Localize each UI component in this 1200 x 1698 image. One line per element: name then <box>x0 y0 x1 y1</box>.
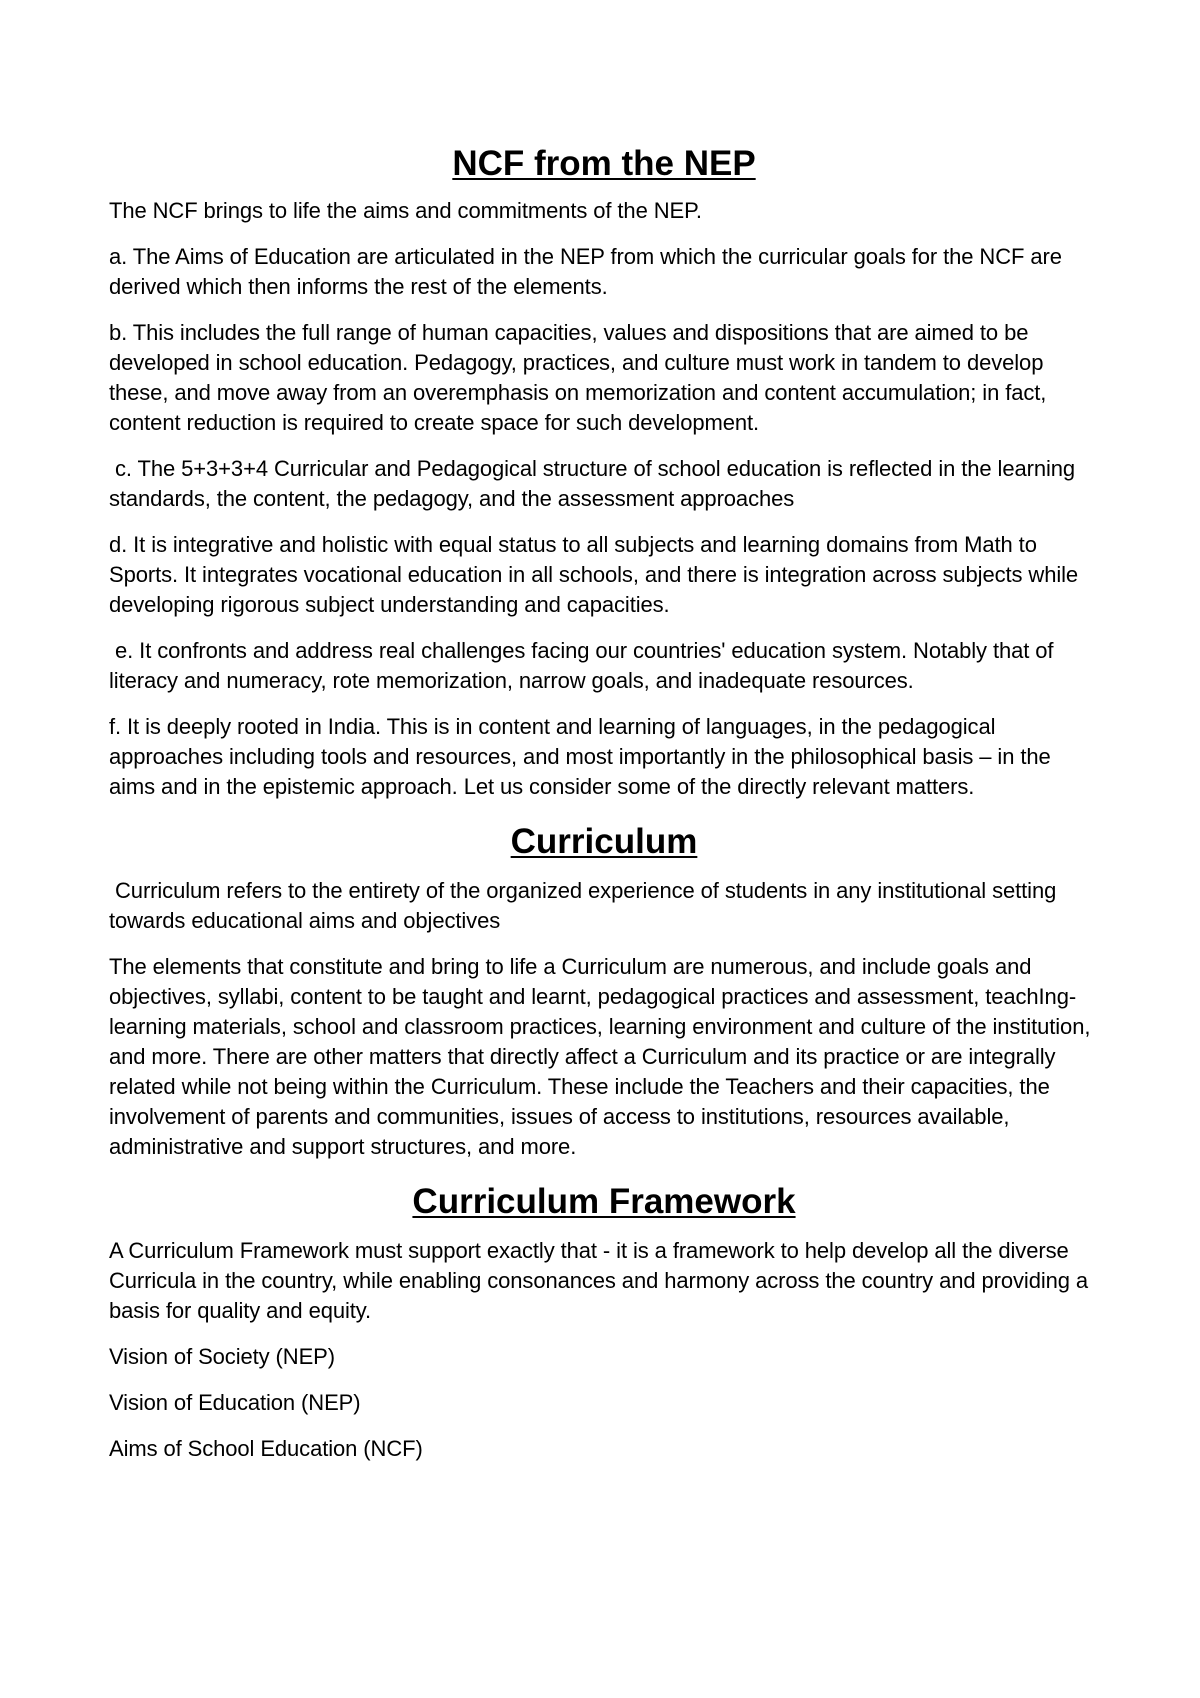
paragraph-curriculum-definition: Curriculum refers to the entirety of the organized experience of students in any institutional setting towards educational aims and objectives <box>109 878 1063 933</box>
heading-ncf-from-nep: NCF from the NEP <box>452 144 756 183</box>
line-aims-of-school-education: Aims of School Education (NCF) <box>109 1436 423 1461</box>
paragraph-intro: The NCF brings to life the aims and commitments of the NEP. <box>109 198 702 223</box>
paragraph-point-a: a. The Aims of Education are articulated in the NEP from which the curricular goals for the NCF are derived which then informs the rest of the elements. <box>109 244 1062 299</box>
line-vision-of-education: Vision of Education (NEP) <box>109 1390 361 1415</box>
heading-curriculum: Curriculum <box>510 822 698 861</box>
document-page <box>109 140 1099 1480</box>
paragraph-curriculum-elements: The elements that constitute and bring to life a Curriculum are numerous, and include goals and objectives, syllabi, content to be taught and learnt, pedagogical practices and assessment, teachIng-learning materials, school and classroom practices, learning environment and culture of the institution, and more. There are other matters that directly affect a Curriculum and its practice or are integrally related while not being within the Curriculum. These include the Teachers and their capacities, the involvement of parents and communities, issues of access to institutions, resources available, administrative and support structures, and more. <box>109 954 1091 1159</box>
paragraph-point-c: c. The 5+3+3+4 Curricular and Pedagogical structure of school education is reflected in the learning standards, the content, the pedagogy, and the assessment approaches <box>109 456 1082 511</box>
paragraph-point-e: e. It confronts and address real challenges facing our countries' education system. Notably that of literacy and numeracy, rote memorization, narrow goals, and inadequate resources. <box>109 638 1060 693</box>
paragraph-framework-definition: A Curriculum Framework must support exactly that - it is a framework to help develop all the diverse Curricula in the country, while enabling consonances and harmony across the country and providing a basis for quality and equity. <box>109 1238 1089 1323</box>
paragraph-point-f: f. It is deeply rooted in India. This is in content and learning of languages, in the pedagogical approaches including tools and resources, and most importantly in the philosophical basis – in the aims and in the epistemic approach. Let us consider some of the directly relevant matters. <box>109 714 1051 799</box>
heading-curriculum-framework: Curriculum Framework <box>412 1182 796 1221</box>
paragraph-point-d: d. It is integrative and holistic with equal status to all subjects and learning domains from Math to Sports. It integrates vocational education in all schools, and there is integration across subjects while developing rigorous subject understanding and capacities. <box>109 532 1079 617</box>
line-vision-of-society: Vision of Society (NEP) <box>109 1344 335 1369</box>
paragraph-point-b: b. This includes the full range of human capacities, values and dispositions that are aimed to be developed in school education. Pedagogy, practices, and culture must work in tandem to develop these, and move away from an overemphasis on memorization and content accumulation; in fact, content reduction is required to create space for such development. <box>109 320 1047 435</box>
